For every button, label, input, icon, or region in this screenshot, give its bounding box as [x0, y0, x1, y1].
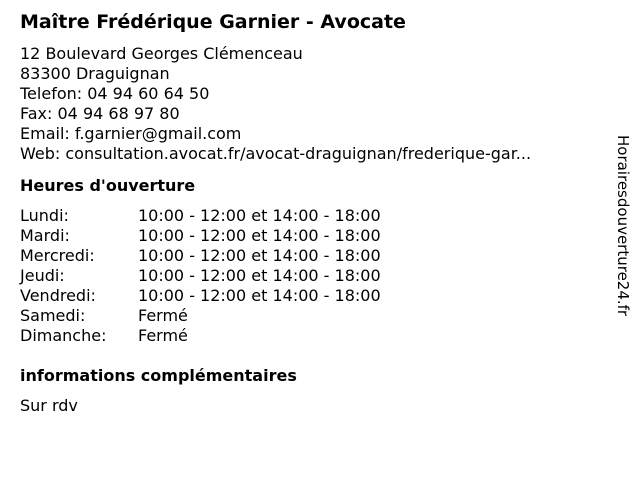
business-title: Maître Frédérique Garnier - Avocate: [20, 11, 406, 33]
day-hours: Fermé: [138, 306, 188, 325]
email-label: Email:: [20, 124, 70, 143]
phone-label: Telefon:: [20, 84, 83, 103]
hours-row-sunday: [20, 326, 381, 346]
fax-label: Fax:: [20, 104, 53, 123]
contact-block: [20, 44, 600, 164]
fax-row: [20, 104, 600, 124]
web-label: Web:: [20, 144, 61, 163]
hours-row-wednesday: [20, 246, 381, 266]
opening-hours-heading: Heures d'ouverture: [20, 176, 196, 195]
hours-row-friday: [20, 286, 381, 306]
day-label: Dimanche:: [20, 326, 107, 345]
day-hours: 10:00 - 12:00 et 14:00 - 18:00: [138, 286, 381, 305]
hours-row-monday: [20, 206, 381, 226]
day-hours: Fermé: [138, 326, 188, 345]
phone-number[interactable]: 04 94 60 64 50: [87, 84, 210, 103]
hours-row-thursday: [20, 266, 381, 286]
hours-row-tuesday: [20, 226, 381, 246]
day-label: Vendredi:: [20, 286, 96, 305]
web-link[interactable]: consultation.avocat.fr/avocat-draguignan/frederique-gar...: [65, 144, 532, 163]
additional-info-text: Sur rdv: [20, 396, 78, 415]
email-row: [20, 124, 600, 144]
day-hours: 10:00 - 12:00 et 14:00 - 18:00: [138, 206, 381, 225]
opening-hours-table: [20, 206, 381, 346]
email-link[interactable]: f.garnier@gmail.com: [74, 124, 242, 143]
phone-row: [20, 84, 600, 104]
day-label: Samedi:: [20, 306, 86, 325]
business-card: [20, 10, 600, 416]
site-watermark: Horairesdouverture24.fr: [614, 135, 632, 317]
fax-number: 04 94 68 97 80: [57, 104, 180, 123]
day-label: Mardi:: [20, 226, 70, 245]
day-hours: 10:00 - 12:00 et 14:00 - 18:00: [138, 226, 381, 245]
day-label: Jeudi:: [20, 266, 65, 285]
day-label: Lundi:: [20, 206, 69, 225]
web-row: [20, 144, 600, 164]
day-label: Mercredi:: [20, 246, 95, 265]
additional-info-heading: informations complémentaires: [20, 366, 297, 385]
day-hours: 10:00 - 12:00 et 14:00 - 18:00: [138, 246, 381, 265]
day-hours: 10:00 - 12:00 et 14:00 - 18:00: [138, 266, 381, 285]
street-address: 12 Boulevard Georges Clémenceau: [20, 44, 303, 63]
city-postcode: 83300 Draguignan: [20, 64, 170, 83]
hours-row-saturday: [20, 306, 381, 326]
